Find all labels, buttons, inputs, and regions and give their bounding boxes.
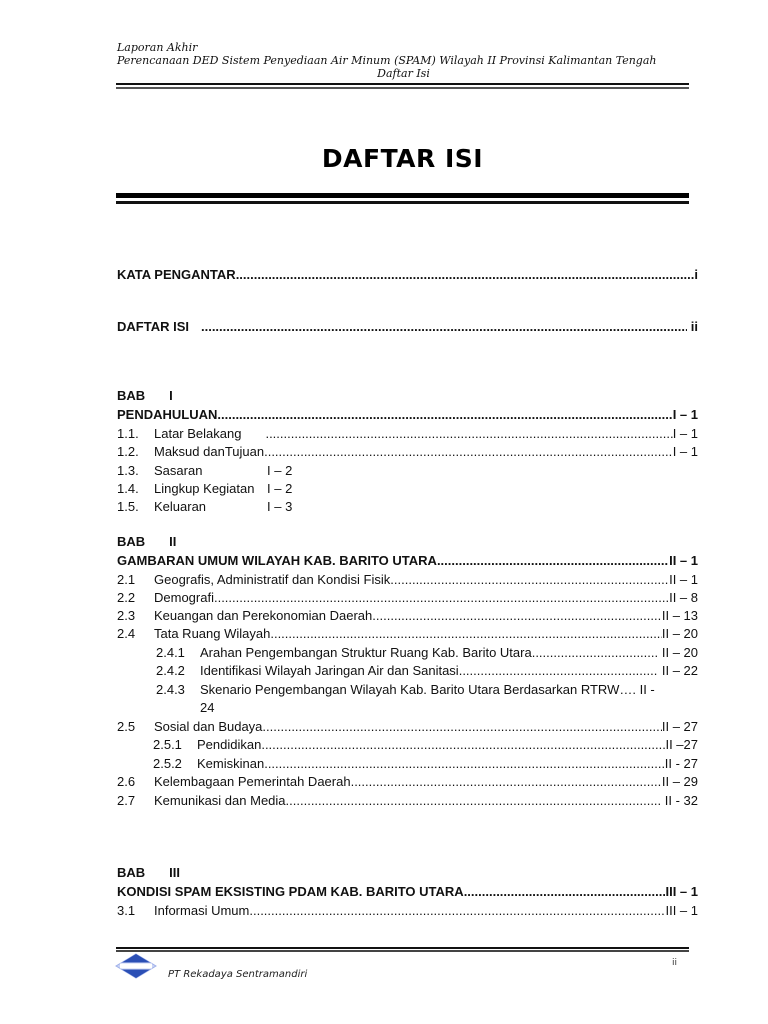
leader-dots [264,443,673,461]
chapter-label-bab-1: BAB I [117,388,173,403]
leader-dots [217,406,672,424]
header-report-type: Laporan Akhir [117,41,198,54]
toc-entry-1-2[interactable]: 1.2. Maksud danTujuan ..... I – 1 [117,443,698,461]
toc-entry-daftar-isi[interactable] [117,318,698,336]
page-title: DAFTAR ISI [321,144,484,173]
toc-entry-2-4-2[interactable]: 2.4.2 Identifikasi Wilayah Jaringan Air dan Sanitasi ..... II – 22 [156,662,698,680]
toc-chapter-3[interactable] [117,883,698,901]
company-name: PT Rekadaya Sentramandiri [168,969,308,980]
toc-entry-1-5[interactable]: 1.5. Keluaran I – 3 [117,499,293,514]
toc-entry-2-5-1[interactable]: 2.5.1 Pendidikan ..... II –27 [153,736,698,754]
leader-dots [265,425,672,443]
leader-dots [437,552,669,570]
toc-entry-2-4-1[interactable]: 2.4.1 Arahan Pengembangan Struktur Ruang Kab. Barito Utara ..... II – 20 [156,644,698,662]
chapter-title: KONDISI SPAM EKSISTING PDAM KAB. BARITO UTARA [117,884,464,899]
leader-dots [270,625,662,643]
leader-dots [464,883,666,901]
title-divider [116,193,689,205]
toc-chapter-1[interactable] [117,406,698,424]
header-project-title: Perencanaan DED Sistem Penyediaan Air Minum (SPAM) Wilayah II Provinsi Kalimantan Tengah [117,54,657,67]
leader-dots [249,902,665,920]
toc-entry-page: i [694,267,698,282]
company-logo-icon [114,953,158,979]
leader-dots [236,266,695,284]
toc-entry-3-1[interactable]: 3.1 Informasi Umum ..... III – 1 [117,902,698,920]
chapter-page: II – 1 [669,553,698,568]
toc-entry-label: KATA PENGANTAR [117,267,236,282]
toc-entry-2-7[interactable]: 2.7 Kemunikasi dan Media ..... II - 32 [117,792,698,810]
toc-entry-1-3[interactable]: 1.3. Sasaran I – 2 [117,463,293,478]
footer-divider [116,947,689,952]
header-section-name: Daftar Isi [377,67,430,80]
toc-entry-label: DAFTAR ISI [117,319,189,334]
leader-dots [351,773,662,791]
toc-entry-2-3[interactable]: 2.3 Keuangan dan Perekonomian Daerah ..... II – 13 [117,607,698,625]
leader-dots [264,755,665,773]
chapter-page: I – 1 [672,407,698,422]
toc-entry-page: ii [690,319,698,334]
toc-entry-2-1[interactable]: 2.1 Geografis, Administratif dan Kondisi Fisik ..... II – 1 [117,571,698,589]
leader-dots [286,792,662,810]
toc-entry-2-4-3-page-continued: 24 [200,700,215,715]
toc-entry-2-6[interactable]: 2.6 Kelembagaan Pemerintah Daerah ..... II – 29 [117,773,698,791]
toc-entry-1-4[interactable]: 1.4. Lingkup Kegiatan I – 2 [117,481,293,496]
chapter-title: PENDAHULUAN [117,407,218,422]
toc-entry-2-4[interactable]: 2.4 Tata Ruang Wilayah ..... II – 20 [117,625,698,643]
toc-entry-2-5-2[interactable]: 2.5.2 Kemiskinan ..... II - 27 [153,755,698,773]
leader-dots [201,318,687,336]
leader-dots [459,662,659,680]
chapter-page: III – 1 [665,884,698,899]
leader-dots [214,589,669,607]
toc-entry-1-1[interactable]: 1.1. Latar Belakang ..... I – 1 [117,425,698,443]
leader-dots [390,571,669,589]
leader-dots [261,736,665,754]
header-divider [116,83,689,89]
page-number: ii [672,958,678,968]
chapter-title: GAMBARAN UMUM WILAYAH KAB. BARITO UTARA [117,553,437,568]
chapter-label-bab-2: BAB II [117,534,177,549]
chapter-label-bab-3: BAB III [117,865,181,880]
toc-chapter-2[interactable] [117,552,698,570]
leader-dots [372,607,662,625]
toc-entry-2-4-3[interactable]: 2.4.3 Skenario Pengembangan Wilayah Kab. Barito Utara Berdasarkan RTRW…. II - [156,682,655,697]
leader-dots [532,644,659,662]
leader-dots [262,718,661,736]
toc-entry-2-5[interactable]: 2.5 Sosial dan Budaya ..... II – 27 [117,718,698,736]
toc-entry-2-2[interactable]: 2.2 Demografi ..... II – 8 [117,589,698,607]
toc-entry-kata-pengantar[interactable] [117,266,698,284]
